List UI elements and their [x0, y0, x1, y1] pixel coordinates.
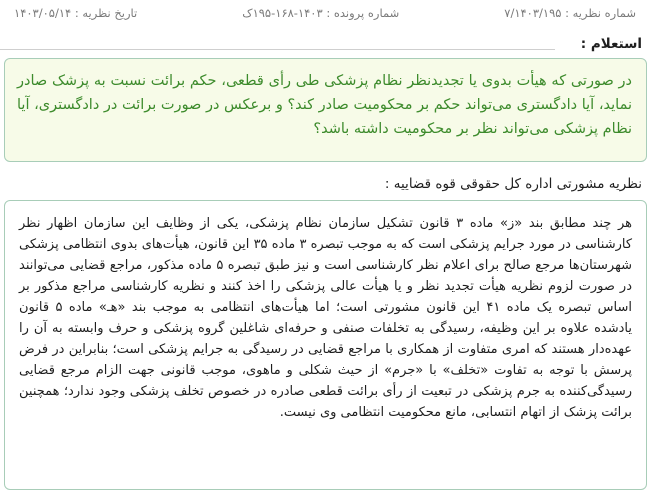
opinion-metadata-bar [14, 2, 636, 24]
question-text: در صورتی که هیأت بدوی یا تجدیدنظر نظام پزشکی طی رأی قطعی، حکم برائت نسبت به پزشک صادر نماید، آیا دادگستری می‌تواند حکم بر محکومیت صادر کند؟ و برعکس در صورت برائت در دادگستری، آیا نظام پزشکی می‌تواند نظر بر محکومیت داشته باشد؟ [17, 73, 632, 137]
answer-heading: نظریه مشورتی اداره کل حقوقی قوه قضاییه : [384, 176, 642, 192]
opinion-number: شماره نظریه : ۷/۱۴۰۳/۱۹۵ [504, 6, 636, 20]
opinion-date: تاریخ نظریه : ۱۴۰۳/۰۵/۱۴ [14, 6, 138, 20]
section-divider [0, 49, 555, 50]
question-heading: استعلام : [580, 36, 642, 52]
file-number: شماره پرونده : ۱۴۰۳-۱۶۸-۱۹۵ک [242, 6, 400, 20]
answer-box [4, 200, 647, 490]
answer-text: هر چند مطابق بند «ز» ماده ۳ قانون تشکیل سازمان نظام پزشکی، یکی از وظایف این سازمان اظهار نظر کارشناسی در مورد جرایم پزشکی است که به موجب تبصره ۳ ماده ۳۵ این قانون، هیأت‌های بدوی انتظامی پزشکی شهرستان‌ها مرجع صالح برای اعلام نظر کارشناسی است و نیز طبق تبصره ۵ ماده مذکور، مراجع قضایی می‌توانند در صورت لزوم نظریه هیأت تجدید نظر و یا هیأت عالی پزشکی را اخذ کنند و نظریه کارشناسی مراجع مذکور بر اساس تبصره یک ماده ۴۱ این قانون مشورتی است؛ اما هیأت‌های انتظامی به موجب بند «هـ» ماده ۵ قانون یادشده علاوه بر این وظیفه، رسیدگی به تخلفات صنفی و حرفه‌ای شاغلین گروه پزشکی و حرف وابسته به آن را عهده‌دار هستند که امری متفاوت از همکاری با مراجع قضایی در رسیدگی به جرایم پزشکی است؛ بنابراین در فرض پرسش با توجه به تفاوت «تخلف» با «جرم» از حیث شکلی و ماهوی، موجب قانونی جهت الزام مرجع قضایی رسیدگی‌کننده به جرم پزشکی در تبعیت از رأی برائت قطعی صادره در خصوص تخلف پزشکی وجود ندارد؛ همچنین برائت پزشک از اتهام انتسابی، مانع محکومیت انتظامی وی نیست. [19, 216, 633, 420]
question-box [4, 58, 647, 162]
